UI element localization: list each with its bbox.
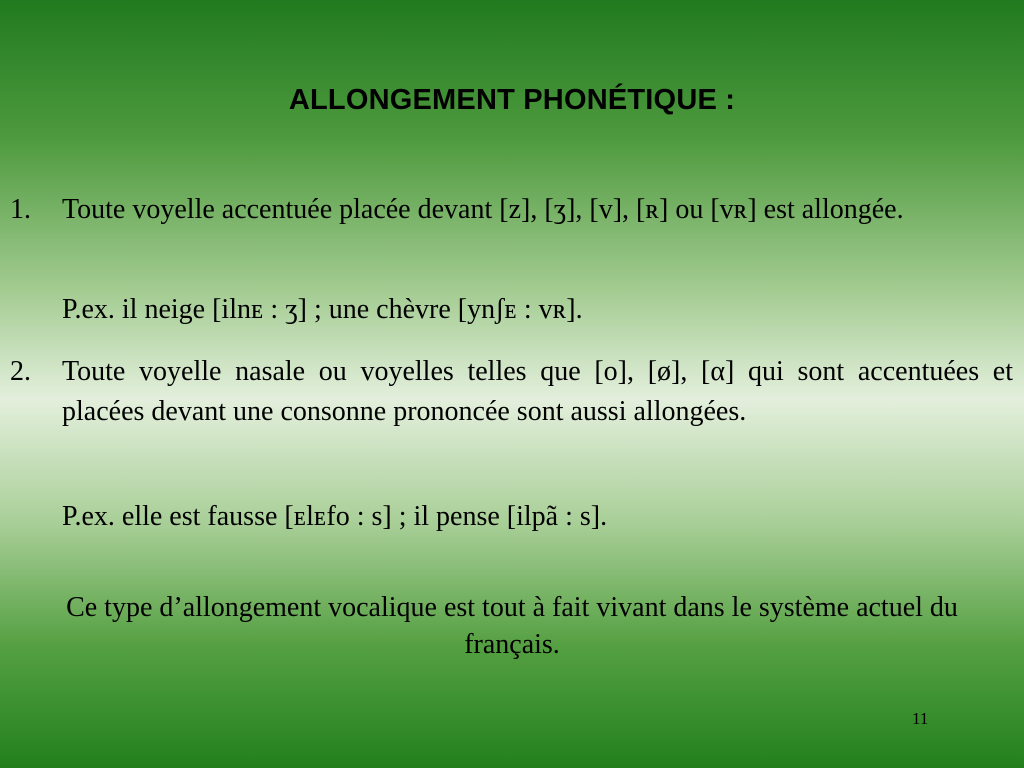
rule-text: Toute voyelle accentuée placée devant [z], [ʒ], [v], [ʀ] ou [vʀ] est allongée. xyxy=(62,194,904,225)
slide-title: ALLONGEMENT PHONÉTIQUE : xyxy=(288,84,736,116)
example-text: P.ex. elle est fausse [ᴇlᴇfo : s] ; il pense [ilpã : s]. xyxy=(62,501,608,532)
rule-text: Toute voyelle nasale ou voyelles telles que [o], [ø], [α] qui sont accentuées et placées devant une consonne prononcée sont aussi allongées. xyxy=(62,356,1013,427)
list-number: 1. xyxy=(10,194,31,225)
list-number: 2. xyxy=(10,356,31,387)
conclusion-text: Ce type d’allongement vocalique est tout à fait vivant dans le système actuel du français. xyxy=(66,592,958,660)
example-text: P.ex. il neige [ilnᴇ : ʒ] ; une chèvre [ynʃᴇ : vʀ]. xyxy=(62,294,583,325)
page-number: 11 xyxy=(912,709,929,728)
